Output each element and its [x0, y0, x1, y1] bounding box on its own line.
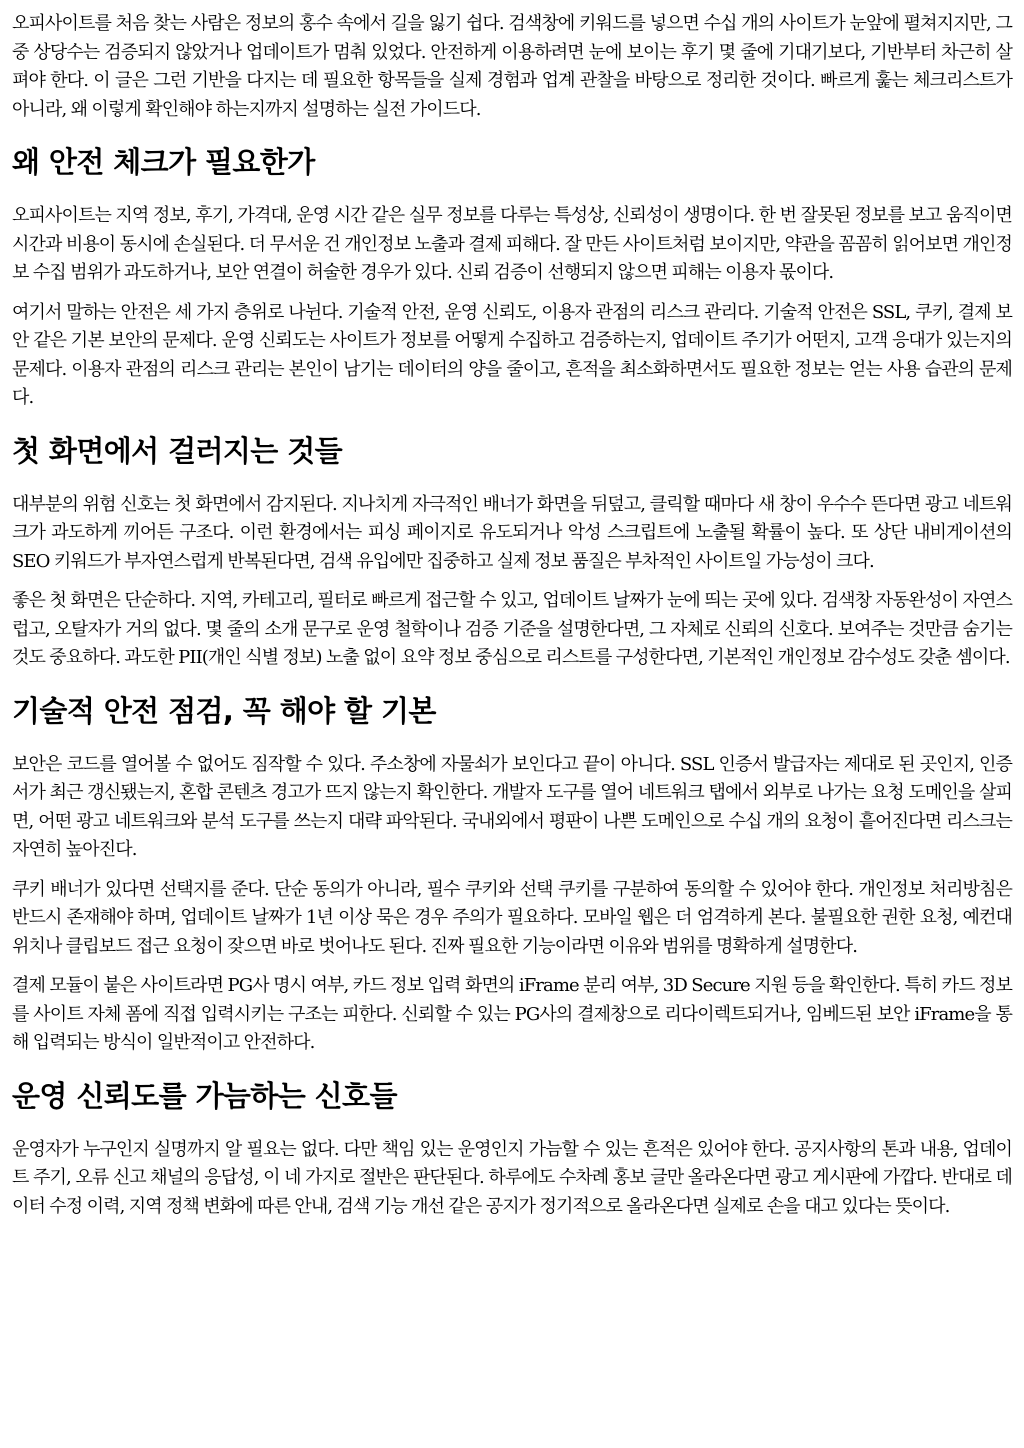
section-heading-operational-trust: 운영 신뢰도를 가늠하는 신호들 — [12, 1078, 397, 1113]
paragraph: 보안은 코드를 열어볼 수 없어도 짐작할 수 있다. 주소창에 자물쇠가 보인다고 끝이 아니다. SSL 인증서 발급자는 제대로 된 곳인지, 인증서가 최근 갱신됐는지, 혼합 콘텐츠 경고가 뜨지 않는지 확인한다. 개발자 도구를 열어 네트워크 탭에서 외부로 나가는 요청 도메인을 살피면, 어떤 광고 네트워크와 분석 도구를 쓰는지 대략 파악된다. 국내외에서 평판이 나쁜 도메인으로 수십 개의 요청이 흩어진다면 리스크는 자연히 높아진다. — [12, 753, 1012, 860]
paragraph: 결제 모듈이 붙은 사이트라면 PG사 명시 여부, 카드 정보 입력 화면의 iFrame 분리 여부, 3D Secure 지원 등을 확인한다. 특히 카드 정보를 사이트 자체 폼에 직접 입력시키는 구조는 피한다. 신뢰할 수 있는 PG사의 결제창으로 리다이렉트되거나, 임베드된 보안 iFrame을 통해 입력되는 방식이 일반적이고 안전하다. — [12, 975, 1012, 1053]
intro-paragraph: 오피사이트를 처음 찾는 사람은 정보의 홍수 속에서 길을 잃기 쉽다. 검색창에 키워드를 넣으면 수십 개의 사이트가 눈앞에 펼쳐지지만, 그중 상당수는 검증되지 않았거나 업데이트가 멈춰 있었다. 안전하게 이용하려면 눈에 보이는 후기 몇 줄에 기대기보다, 기반부터 차근히 살펴야 한다. 이 글은 그런 기반을 다지는 데 필요한 항목들을 실제 경험과 업계 관찰을 바탕으로 정리한 것이다. 빠르게 훑는 체크리스트가 아니라, 왜 이렇게 확인해야 하는지까지 설명하는 실전 가이드다. — [12, 13, 1012, 120]
paragraph: 여기서 말하는 안전은 세 가지 층위로 나뉜다. 기술적 안전, 운영 신뢰도, 이용자 관점의 리스크 관리다. 기술적 안전은 SSL, 쿠키, 결제 보안 같은 기본 보안의 문제다. 운영 신뢰도는 사이트가 정보를 어떻게 수집하고 검증하는지, 업데이트 주기가 어떤지, 고객 응대가 있는지의 문제다. 이용자 관점의 리스크 관리는 본인이 남기는 데이터의 양을 줄이고, 흔적을 최소화하면서도 필요한 정보는 얻는 사용 습관의 문제다. — [12, 301, 1012, 408]
paragraph: 쿠키 배너가 있다면 선택지를 준다. 단순 동의가 아니라, 필수 쿠키와 선택 쿠키를 구분하여 동의할 수 있어야 한다. 개인정보 처리방침은 반드시 존재해야 하며, 업데이트 날짜가 1년 이상 묵은 경우 주의가 필요하다. 모바일 웹은 더 엄격하게 본다. 불필요한 권한 요청, 예컨대 위치나 클립보드 접근 요청이 잦으면 바로 벗어나도 된다. 진짜 필요한 기능이라면 이유와 범위를 명확하게 설명한다. — [12, 878, 1012, 957]
paragraph: 좋은 첫 화면은 단순하다. 지역, 카테고리, 필터로 빠르게 접근할 수 있고, 업데이트 날짜가 눈에 띄는 곳에 있다. 검색창 자동완성이 자연스럽고, 오탈자가 거의 없다. 몇 줄의 소개 문구로 운영 철학이나 검증 기준을 설명한다면, 그 자체로 신뢰의 신호다. 보여주는 것만큼 숨기는 것도 중요하다. 과도한 PII(개인 식별 정보) 노출 없이 요약 정보 중심으로 리스트를 구성한다면, 기본적인 개인정보 감수성도 갖춘 셈이다. — [12, 590, 1012, 668]
section-heading-first-screen: 첫 화면에서 걸러지는 것들 — [12, 433, 343, 468]
paragraph: 오피사이트는 지역 정보, 후기, 가격대, 운영 시간 같은 실무 정보를 다루는 특성상, 신뢰성이 생명이다. 한 번 잘못된 정보를 보고 움직이면 시간과 비용이 동시에 손실된다. 더 무서운 건 개인정보 노출과 결제 피해다. 잘 만든 사이트처럼 보이지만, 약관을 꼼꼼히 읽어보면 개인정보 수집 범위가 과도하거나, 보안 연결이 허술한 경우가 있다. 신뢰 검증이 선행되지 않으면 피해는 이용자 몫이다. — [12, 205, 1012, 283]
section-heading-why-safety: 왜 안전 체크가 필요한가 — [12, 145, 315, 179]
section-heading-technical-safety: 기술적 안전 점검, 꼭 해야 할 기본 — [12, 693, 436, 728]
paragraph: 운영자가 누구인지 실명까지 알 필요는 없다. 다만 책임 있는 운영인지 가늠할 수 있는 흔적은 있어야 한다. 공지사항의 톤과 내용, 업데이트 주기, 오류 신고 채널의 응답성, 이 네 가지로 절반은 판단된다. 하루에도 수차례 홍보 글만 올라온다면 광고 게시판에 가깝다. 반대로 데이터 수정 이력, 지역 정책 변화에 따른 안내, 검색 기능 개선 같은 공지가 정기적으로 올라온다면 실제로 손을 대고 있다는 뜻이다. — [12, 1138, 1012, 1217]
paragraph: 대부분의 위험 신호는 첫 화면에서 감지된다. 지나치게 자극적인 배너가 화면을 뒤덮고, 클릭할 때마다 새 창이 우수수 뜬다면 광고 네트워크가 과도하게 끼어든 구조다. 이런 환경에서는 피싱 페이지로 유도되거나 악성 스크립트에 노출될 확률이 높다. 또 상단 내비게이션의 SEO 키워드가 부자연스럽게 반복된다면, 검색 유입에만 집중하고 실제 정보 품질은 부차적인 사이트일 가능성이 크다. — [12, 493, 1012, 572]
